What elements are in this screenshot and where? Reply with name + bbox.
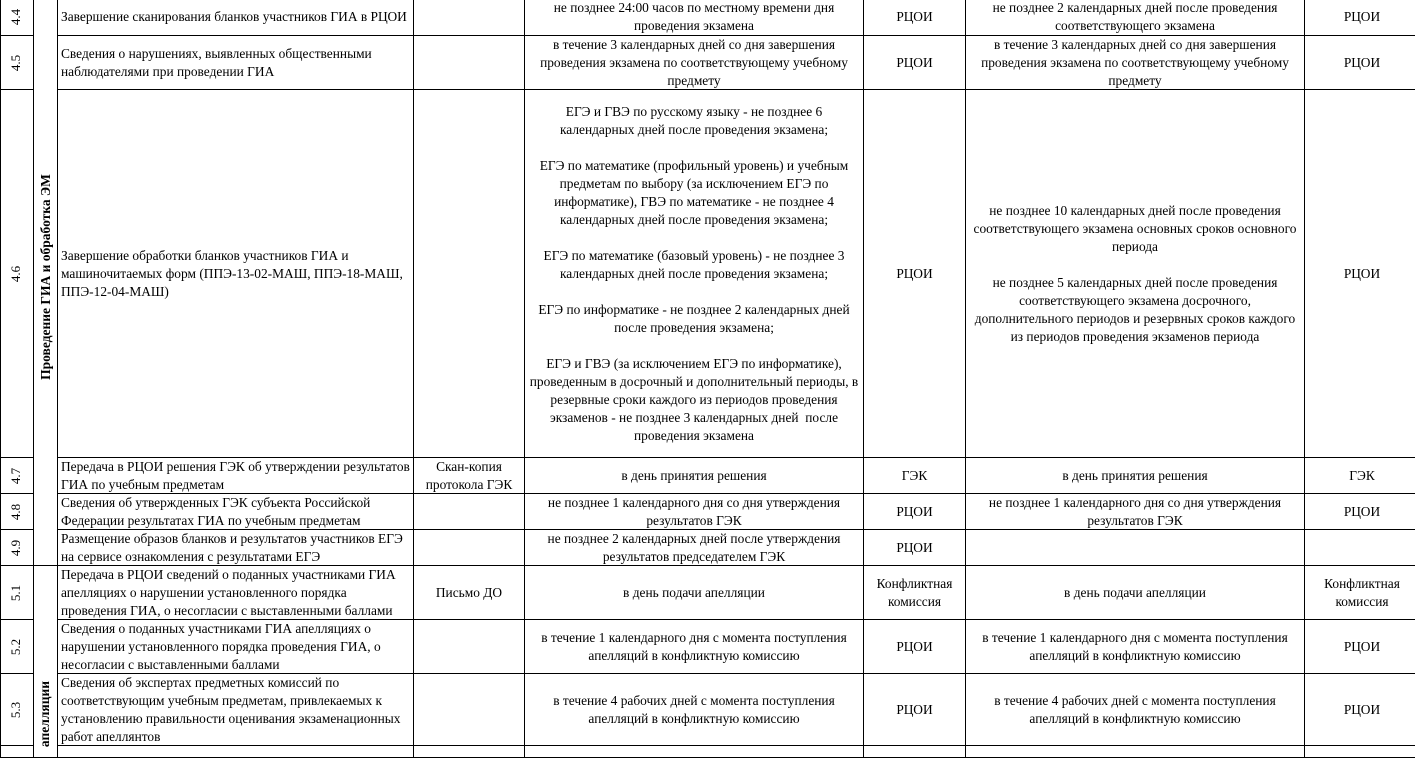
row-deadline-alt [966,674,1305,746]
partial-row-cell [525,746,864,758]
row-responsible-alt-text: РЦОИ [1343,503,1381,519]
row-responsible-main [864,620,966,674]
row-deadline-alt-text: не позднее 10 календарных дней после проведения соответствующего экзамена основных сроков основного периода не позднее 5 календарных дней после проведения соответствующего экзамена досрочного, дополнительного периодов и резервных сроков каждого из периодов проведения экзаменов периода [973,202,1297,344]
partial-row-cell [0,746,34,758]
row-responsible-main-text: РЦОИ [896,503,933,519]
row-responsible-main [864,674,966,746]
partial-row-cell [864,746,966,758]
row-number-text: 4.4 [8,8,24,25]
row-responsible-alt [1305,36,1415,90]
row-name-text: Размещение образов бланков и результатов участников ЕГЭ на сервисе ознакомления с результатами ЕГЭ [61,530,407,564]
row-responsible-alt [1305,0,1415,36]
row-name-text: Сведения о нарушениях, выявленных общественными наблюдателями при проведении ГИА [61,45,376,79]
row-deadline-main [525,458,864,494]
row-name [58,530,414,566]
row-deadline-main-text: в течение 1 календарного дня с момента поступления апелляций в конфликтную комиссию [541,629,851,663]
row-document [414,566,525,620]
section-label-appeals-text: апелляции [37,680,53,748]
row-responsible-main-text: РЦОИ [896,701,933,717]
row-responsible-alt-text: РЦОИ [1343,265,1381,281]
row-responsible-alt-text: Конфликтная комиссия [1324,575,1404,609]
row-deadline-main-text: не позднее 2 календарных дней после утверждения результатов председателем ГЭК [547,530,844,564]
row-deadline-alt-text: в день принятия решения [1062,467,1208,483]
row-deadline-main [525,530,864,566]
row-name-text: Завершение обработки бланков участников ГИА и машиночитаемых форм (ППЭ-13-02-МАШ, ППЭ-18-МАШ, ППЭ-12-04-МАШ) [61,247,407,299]
row-responsible-alt-text: РЦОИ [1343,8,1381,24]
row-responsible-main [864,458,966,494]
table-left-border [0,0,1,758]
row-name-text: Завершение сканирования бланков участников ГИА в РЦОИ [61,8,407,24]
row-name-text: Сведения об утвержденных ГЭК субъекта Российской Федерации результатах ГИА по учебным предметам [61,494,374,528]
row-deadline-alt-text: в течение 4 рабочих дней с момента поступления апелляций в конфликтную комиссию [994,692,1280,726]
section-label-processing-text: Проведение ГИА и обработка ЭМ [37,173,53,380]
row-document [414,674,525,746]
row-deadline-alt [966,0,1305,36]
row-name [58,566,414,620]
row-document [414,530,525,566]
row-name [58,36,414,90]
row-responsible-alt-text: ГЭК [1349,467,1375,483]
row-document [414,458,525,494]
row-responsible-alt [1305,620,1415,674]
row-deadline-alt-text: в день подачи апелляции [1064,584,1206,600]
row-deadline-alt-text: в течение 3 календарных дней со дня завершения проведения экзамена по соответствующему учебному предмету [981,36,1293,88]
row-responsible-alt-text: РЦОИ [1343,54,1381,70]
row-responsible-main-text: РЦОИ [896,8,933,24]
row-deadline-main-text: в день принятия решения [621,467,767,483]
row-number-text: 5.3 [8,701,24,718]
row-document [414,90,525,458]
row-document-text: Письмо ДО [435,584,503,600]
row-number-text: 5.1 [8,584,24,601]
row-responsible-alt [1305,530,1415,566]
row-deadline-main [525,494,864,530]
row-responsible-main [864,0,966,36]
row-deadline-main-text: не позднее 24:00 часов по местному времени дня проведения экзамена [553,0,838,33]
row-name [58,0,414,36]
partial-row-cell [1305,746,1415,758]
row-deadline-main [525,36,864,90]
row-name-text: Передача в РЦОИ сведений о поданных участниками ГИА апелляциях о нарушении установленного порядка проведения ГИА, о несогласии с выставленными баллами [61,566,399,618]
row-responsible-main-text: РЦОИ [896,638,933,654]
row-number [0,36,34,90]
row-name [58,494,414,530]
row-responsible-main [864,90,966,458]
row-responsible-main-text: ГЭК [901,467,928,483]
row-responsible-main-text: РЦОИ [896,539,933,555]
row-number [0,494,34,530]
row-document [414,0,525,36]
row-responsible-main-text: РЦОИ [896,54,933,70]
row-deadline-alt [966,494,1305,530]
row-name-text: Сведения об экспертах предметных комиссий по соответствующим учебным предметам, привлекаемых к установлению правильности оценивания экзаменационных работ апеллянтов [61,674,404,744]
section-label-processing [34,0,58,566]
row-number [0,674,34,746]
row-document-text: Скан-копия протокола ГЭК [425,458,513,492]
row-deadline-alt [966,530,1305,566]
row-responsible-alt [1305,674,1415,746]
row-number-text: 4.8 [8,503,24,520]
row-deadline-main [525,566,864,620]
row-responsible-main [864,530,966,566]
row-number [0,458,34,494]
partial-row-cell [966,746,1305,758]
row-responsible-main [864,494,966,530]
row-deadline-main [525,674,864,746]
row-number-text: 4.9 [8,539,24,556]
row-responsible-alt [1305,566,1415,620]
row-deadline-main-text: ЕГЭ и ГВЭ по русскому языку - не позднее 6 календарных дней после проведения экзамена; ЕГЭ по математике (профильный уровень) и учебным предметам по выбору (за исключением ЕГЭ по информатике), ГВЭ по математике - не позднее 4 календарных дней после проведения экзамена; ЕГЭ по математике (базовый уровень) - не позднее 3 календарных дней после проведения экзамена; ЕГЭ по информатике - не позднее 2 календарных дней после проведения экзамена; ЕГЭ и ГВЭ (за исключением ЕГЭ по информатике), проведенным в досрочный и дополнительный периоды, в резервные сроки каждого из периодов проведения экзаменов - не позднее 3 календарных дней после проведения экзамена [529,103,859,443]
row-responsible-alt-text: РЦОИ [1343,638,1381,654]
row-number [0,0,34,36]
row-name [58,458,414,494]
row-responsible-alt-text: РЦОИ [1343,701,1381,717]
partial-row-cell [58,746,414,758]
row-deadline-main-text: в течение 3 календарных дней со дня завершения проведения экзамена по соответствующему учебному предмету [540,36,852,88]
row-deadline-alt [966,566,1305,620]
row-responsible-main [864,566,966,620]
row-number-text: 4.5 [8,54,24,71]
row-number [0,530,34,566]
row-deadline-alt-text: в течение 1 календарного дня с момента поступления апелляций в конфликтную комиссию [982,629,1292,663]
row-responsible-main-text: РЦОИ [896,265,933,281]
row-deadline-alt-text: не позднее 1 календарного дня со дня утверждения результатов ГЭК [988,494,1285,528]
partial-row-cell [414,746,525,758]
row-deadline-alt [966,90,1305,458]
row-deadline-alt-text: не позднее 2 календарных дней после проведения соответствующего экзамена [992,0,1281,33]
row-deadline-main [525,0,864,36]
row-number-text: 4.6 [8,265,24,282]
row-number [0,620,34,674]
row-responsible-alt [1305,458,1415,494]
row-number-text: 4.7 [8,467,24,484]
row-name [58,674,414,746]
row-deadline-alt [966,458,1305,494]
row-responsible-alt [1305,494,1415,530]
row-document [414,36,525,90]
row-document [414,494,525,530]
row-deadline-main [525,620,864,674]
row-responsible-alt [1305,90,1415,458]
row-responsible-main-text: Конфликтная комиссия [876,575,956,609]
row-name [58,90,414,458]
row-name-text: Сведения о поданных участниками ГИА апелляциях о нарушении установленного порядка проведения ГИА, о несогласии с выставленными баллами [61,620,385,672]
row-number [0,90,34,458]
row-deadline-main-text: в день подачи апелляции [623,584,765,600]
section-label-appeals [34,566,58,758]
row-deadline-main [525,90,864,458]
row-number [0,566,34,620]
row-deadline-alt [966,36,1305,90]
row-document [414,620,525,674]
row-deadline-main-text: в течение 4 рабочих дней с момента поступления апелляций в конфликтную комиссию [553,692,839,726]
row-name [58,620,414,674]
row-number-text: 5.2 [8,638,24,655]
row-responsible-main [864,36,966,90]
row-name-text: Передача в РЦОИ решения ГЭК об утверждении результатов ГИА по учебным предметам [61,458,414,492]
row-deadline-main-text: не позднее 1 календарного дня со дня утверждения результатов ГЭК [547,494,844,528]
row-deadline-alt [966,620,1305,674]
